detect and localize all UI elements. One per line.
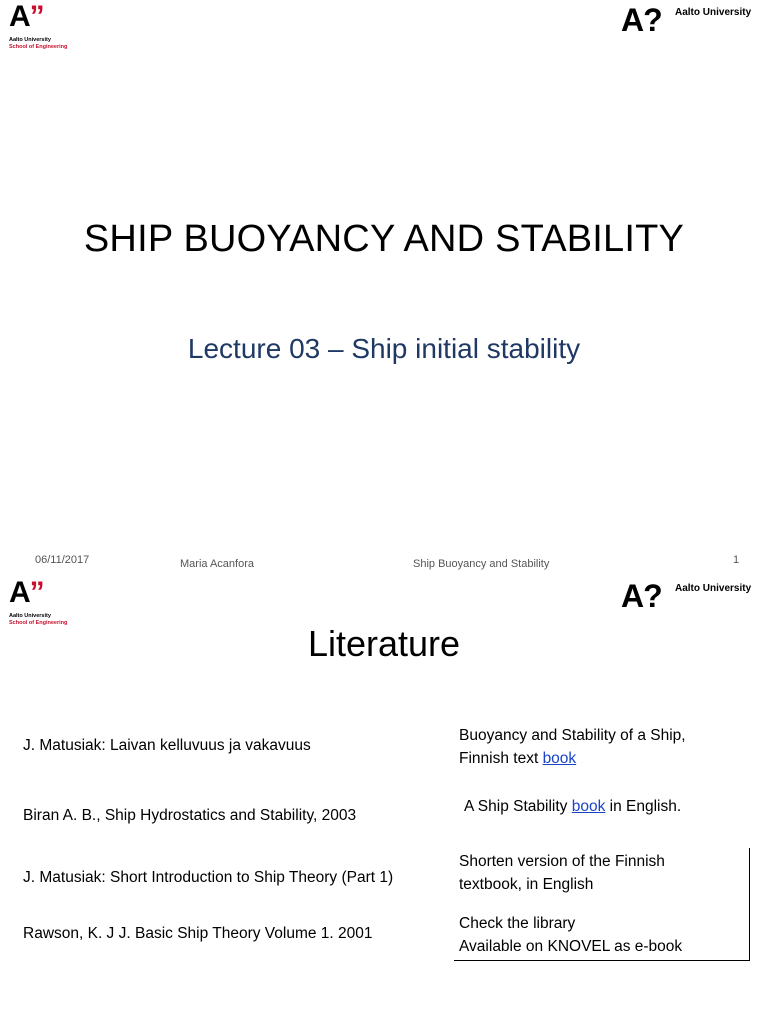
note-library: Check the library Available on KNOVEL as e-book <box>459 915 683 955</box>
reference-matusiak-short: J. Matusiak: Short Introduction to Ship Theory (Part 1) <box>23 869 394 886</box>
box-border-bottom <box>454 960 750 961</box>
book-link-finnish[interactable]: book <box>542 750 577 767</box>
footer-page-number: 1 <box>733 554 740 566</box>
literature-slide <box>0 576 768 1024</box>
aalto-engineering-logo: A” Aalto University School of Engineering <box>9 0 68 50</box>
footer-date: 06/11/2017 <box>35 554 90 566</box>
aalto-university-logo: A? Aalto University <box>621 2 752 38</box>
reference-biran: Biran A. B., Ship Hydrostatics and Stability, 2003 <box>23 807 357 824</box>
reference-rawson: Rawson, K. J J. Basic Ship Theory Volume 1. 2001 <box>23 925 373 942</box>
aalto-engineering-logo: A” Aalto University School of Engineering <box>9 576 68 626</box>
slide-title: Literature <box>307 623 461 664</box>
reference-matusiak-laivan: J. Matusiak: Laivan kelluvuus ja vakavuus <box>23 737 311 754</box>
slide-title: SHIP BUOYANCY AND STABILITY <box>83 218 685 260</box>
note-english-book: A Ship Stability book in English. <box>464 798 682 815</box>
aalto-university-logo: A? Aalto University <box>621 578 752 614</box>
footer-course: Ship Buoyancy and Stability <box>413 558 550 570</box>
footer-author: Maria Acanfora <box>180 558 254 570</box>
slide-subtitle: Lecture 03 – Ship initial stability <box>187 333 581 364</box>
note-finnish-book: Buoyancy and Stability of a Ship, Finnish text book <box>459 727 686 767</box>
box-border-right <box>749 848 750 960</box>
book-link-english[interactable]: book <box>571 798 606 815</box>
note-short-intro: Shorten version of the Finnish textbook, in English <box>459 853 665 893</box>
